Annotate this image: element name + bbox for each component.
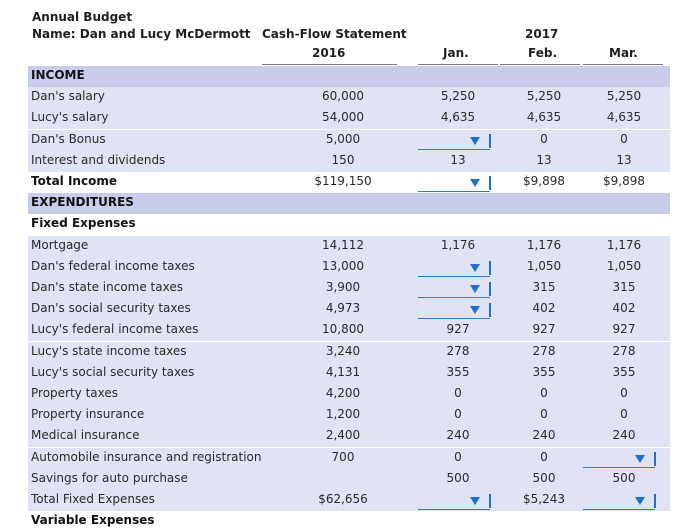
- cell-2016: 1,200: [325, 407, 361, 422]
- row-label: EXPENDITURES: [31, 195, 134, 210]
- table-row: [28, 490, 670, 511]
- cell-feb[interactable]: 0: [540, 449, 548, 464]
- year-2016-header: 2016: [312, 46, 346, 60]
- cell-feb[interactable]: 278: [532, 343, 556, 358]
- cell-2016: $62,656: [318, 492, 368, 506]
- cell-mar[interactable]: 278: [612, 343, 636, 358]
- statement-title: Cash-Flow Statement: [262, 27, 407, 41]
- row-label: Medical insurance: [31, 428, 140, 443]
- cell-2016: 5,000: [325, 131, 361, 146]
- cell-jan[interactable]: 927: [446, 322, 470, 337]
- row-label: Total Fixed Expenses: [31, 492, 155, 506]
- table-row: [28, 299, 670, 320]
- table-row: [28, 448, 670, 469]
- cell-feb[interactable]: 0: [540, 386, 548, 400]
- row-label: Interest and dividends: [31, 152, 166, 167]
- header-underline-mar: [583, 64, 663, 65]
- table-row: [28, 405, 670, 426]
- cell-mar[interactable]: 1,176: [606, 237, 642, 252]
- mar-dropdown-cursor-bar: [654, 452, 656, 466]
- table-row: [28, 469, 670, 490]
- mar-dropdown-underline: [583, 467, 655, 468]
- table-row: [28, 172, 670, 193]
- month-header-jan: Jan.: [443, 46, 469, 60]
- cell-feb[interactable]: $9,898: [523, 174, 565, 188]
- jan-dropdown-underline: [418, 509, 490, 510]
- cell-2016: 60,000: [322, 89, 364, 104]
- cell-2016: 2,400: [325, 428, 361, 443]
- mar-dropdown-underline: [583, 509, 655, 510]
- cell-jan[interactable]: 278: [446, 343, 470, 358]
- header-underline-2016: [262, 64, 397, 65]
- cell-jan[interactable]: 5,250: [440, 89, 476, 104]
- table-row: [28, 130, 670, 151]
- budget-title: Annual Budget: [32, 10, 133, 24]
- row-label: Property taxes: [31, 386, 119, 400]
- cell-2016: 14,112: [322, 237, 364, 252]
- cell-feb[interactable]: 0: [540, 407, 548, 422]
- row-label: Dan's state income taxes: [31, 280, 183, 294]
- cell-feb[interactable]: 0: [540, 131, 548, 146]
- budget-owner-name: Name: Dan and Lucy McDermott: [32, 27, 251, 41]
- table-row: [28, 66, 670, 87]
- cell-mar[interactable]: 927: [612, 322, 636, 337]
- row-label: Property insurance: [31, 407, 145, 422]
- cell-feb[interactable]: 240: [532, 428, 556, 443]
- cell-feb[interactable]: 500: [532, 470, 556, 485]
- row-label: Variable Expenses: [31, 513, 155, 528]
- cell-2016: 150: [331, 152, 355, 167]
- row-label: Dan's salary: [31, 89, 105, 104]
- dropdown-arrow-icon[interactable]: [470, 264, 480, 272]
- row-label: Total Income: [31, 174, 117, 188]
- cell-feb[interactable]: 1,050: [526, 258, 562, 273]
- cell-mar[interactable]: 0: [620, 386, 628, 400]
- table-row: [28, 236, 670, 257]
- cell-2016: 54,000: [322, 110, 364, 125]
- jan-dropdown-underline: [418, 276, 490, 277]
- jan-dropdown-cursor-bar: [489, 176, 491, 190]
- row-label: INCOME: [31, 68, 85, 82]
- cell-jan[interactable]: 240: [446, 428, 470, 443]
- cell-2016: 10,800: [322, 322, 364, 337]
- table-row: [28, 87, 670, 108]
- cell-mar[interactable]: 4,635: [606, 110, 642, 125]
- cell-2016: 4,973: [325, 301, 361, 316]
- dropdown-arrow-icon[interactable]: [470, 306, 480, 314]
- cell-jan[interactable]: 0: [454, 407, 462, 422]
- cell-mar[interactable]: 13: [616, 152, 632, 167]
- row-label: Lucy's social security taxes: [31, 364, 195, 379]
- dropdown-arrow-icon[interactable]: [635, 497, 645, 505]
- month-header-feb: Feb.: [528, 46, 557, 60]
- cell-mar[interactable]: 1,050: [606, 258, 642, 273]
- cell-feb[interactable]: 1,176: [526, 237, 562, 252]
- cell-jan[interactable]: 4,635: [440, 110, 476, 125]
- header-underline-jan: [418, 64, 498, 65]
- cell-2016: 4,200: [325, 386, 361, 400]
- cell-2016: 3,900: [325, 280, 361, 294]
- header-underline-feb: [500, 64, 580, 65]
- table-row: [28, 257, 670, 278]
- row-label: Dan's social security taxes: [31, 301, 191, 316]
- row-label: Automobile insurance and registration: [31, 449, 262, 464]
- cell-jan[interactable]: 0: [454, 386, 462, 400]
- row-label: Dan's federal income taxes: [31, 258, 195, 273]
- row-label: Savings for auto purchase: [31, 470, 188, 485]
- row-label: Dan's Bonus: [31, 131, 106, 146]
- jan-dropdown-cursor-bar: [489, 282, 491, 296]
- cell-mar[interactable]: $9,898: [603, 174, 645, 188]
- cell-mar[interactable]: 5,250: [606, 89, 642, 104]
- dropdown-arrow-icon[interactable]: [470, 137, 480, 145]
- cell-mar[interactable]: 0: [620, 131, 628, 146]
- cell-feb[interactable]: 5,250: [526, 89, 562, 104]
- row-label: Lucy's state income taxes: [31, 343, 187, 358]
- table-row: [28, 342, 670, 363]
- dropdown-arrow-icon[interactable]: [470, 179, 480, 187]
- dropdown-arrow-icon[interactable]: [635, 455, 645, 463]
- dropdown-arrow-icon[interactable]: [470, 497, 480, 505]
- year-2017-header: 2017: [525, 27, 559, 41]
- dropdown-arrow-icon[interactable]: [470, 285, 480, 293]
- table-row: [28, 278, 670, 299]
- table-row: [28, 426, 670, 447]
- row-label: Mortgage: [31, 237, 89, 252]
- cell-2016: 3,240: [325, 343, 361, 358]
- cell-feb[interactable]: 402: [532, 301, 556, 316]
- jan-dropdown-underline: [418, 149, 490, 150]
- cell-jan[interactable]: 13: [450, 152, 466, 167]
- cell-mar[interactable]: 402: [612, 301, 636, 316]
- table-row: [28, 363, 670, 384]
- table-row: [28, 320, 670, 341]
- table-row: [28, 108, 670, 129]
- cell-2016: 4,131: [325, 364, 361, 379]
- cell-2016: 700: [331, 449, 355, 464]
- row-label: Lucy's federal income taxes: [31, 322, 199, 337]
- cell-jan[interactable]: 1,176: [440, 237, 476, 252]
- cell-mar[interactable]: 355: [612, 364, 636, 379]
- row-label: Fixed Expenses: [31, 216, 136, 231]
- cell-feb[interactable]: 355: [532, 364, 556, 379]
- table-row: [28, 151, 670, 172]
- row-label: Lucy's salary: [31, 110, 109, 125]
- cell-feb[interactable]: $5,243: [523, 492, 565, 506]
- cell-jan[interactable]: 0: [454, 449, 462, 464]
- jan-dropdown-underline: [418, 318, 490, 319]
- cell-mar[interactable]: 240: [612, 428, 636, 443]
- cell-mar[interactable]: 315: [612, 280, 636, 294]
- cell-2016: $119,150: [314, 174, 372, 188]
- mar-dropdown-cursor-bar: [654, 494, 656, 508]
- table-row: [28, 193, 670, 214]
- jan-dropdown-cursor-bar: [489, 134, 491, 148]
- table-row: [28, 511, 670, 532]
- cell-feb[interactable]: 927: [532, 322, 556, 337]
- jan-dropdown-underline: [418, 191, 490, 192]
- jan-dropdown-cursor-bar: [489, 303, 491, 317]
- jan-dropdown-underline: [418, 297, 490, 298]
- table-row: [28, 214, 670, 235]
- cell-2016: 13,000: [322, 258, 364, 273]
- cell-feb[interactable]: 4,635: [526, 110, 562, 125]
- table-row: [28, 384, 670, 405]
- month-header-mar: Mar.: [609, 46, 638, 60]
- cell-feb[interactable]: 13: [536, 152, 552, 167]
- jan-dropdown-cursor-bar: [489, 494, 491, 508]
- jan-dropdown-cursor-bar: [489, 261, 491, 275]
- cell-mar[interactable]: 500: [612, 470, 636, 485]
- cell-jan[interactable]: 500: [446, 470, 470, 485]
- cell-feb[interactable]: 315: [532, 280, 556, 294]
- cell-jan[interactable]: 355: [446, 364, 470, 379]
- cell-mar[interactable]: 0: [620, 407, 628, 422]
